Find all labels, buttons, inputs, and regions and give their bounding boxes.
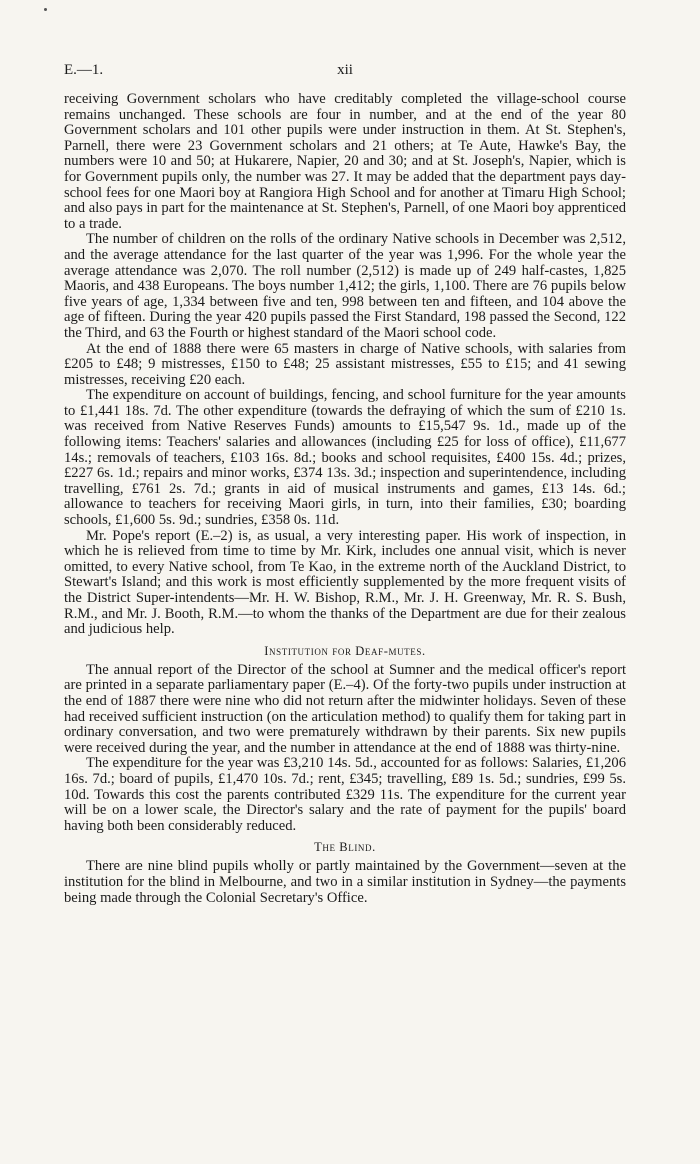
paragraph-deaf-annual-report: The annual report of the Director of the school at Sumner and the medical officer's report are printed in a separate parliamentary paper (E.–4). Of the forty-two pupils under instruction at the end of 1887 there were nine who did not return after the midwinter holidays. Seven of these had received sufficient instruction (on the articulation method) to qualify them for taking part in ordinary conversation, and two were prematurely withdrawn by their parents. Six new pupils were received during the year, and the number in attendance at the end of 1888 was thirty-nine. [64,661,626,756]
paragraph-expenditure: The expenditure on account of buildings, fencing, and school furniture for the year amounts to £1,441 18s. 7d. The other expenditure (towards the defraying of which the sum of £210 1s. was received from Native Reserves Funds) amounts to £15,547 9s. 1d., made up of the following items: Teachers' salaries and allowances (including £25 for loss of office), £11,677 14s.; removals of teachers, £103 16s. 8d.; books and school requisites, £400 15s. 4d.; prizes, £227 6s. 1d.; repairs and minor works, £374 13s. 3d.; inspection and superintendence, including travelling, £761 2s. 7d.; grants in aid of musical instruments and games, £13 14s. 6d.; allowance to teachers for receiving Maori girls, in turn, into their families, £30; boarding schools, £1,600 5s. 9d.; sundries, £358 0s. 11d. [64,387,626,529]
margin-mark [44,8,47,11]
paragraph-inspection-report: Mr. Pope's report (E.–2) is, as usual, a very interesting paper. His work of inspection, in which he is relieved from time to time by Mr. Kirk, includes one annual visit, which is never omitted, to every Native school, from Te Kao, in the extreme north of the Auckland District, to Stewart's Island; and this work is most efficiently supplemented by the more frequent visits of the District Super-intendents—Mr. H. W. Bishop, R.M., Mr. J. H. Greenway, Mr. R. S. Bush, R.M., and Mr. J. Booth, R.M.—to whom the thanks of the Department are due for their zealous and judicious help. [64,527,626,638]
paragraph-deaf-expenditure: The expenditure for the year was £3,210 14s. 5d., accounted for as follows: Salaries, £1,206 16s. 7d.; board of pupils, £1,470 10s. 7d.; rent, £345; travelling, £89 1s. 5d.; sundries, £99 5s. 10d. Towards this cost the parents contributed £329 11s. The expenditure for the current year will be on a lower scale, the Director's salary and the rate of payment for the pupils' board having both been considerably reduced. [64,755,626,834]
paragraph-blind-pupils: There are nine blind pupils wholly or partly maintained by the Government—seven at the institution for the blind in Melbourne, and two in a similar institution in Sydney—the payments being made through the Colonial Secretary's Office. [64,858,626,906]
paragraph-school-rolls: The number of children on the rolls of the ordinary Native schools in December was 2,512, and the average attendance for the last quarter of the year was 1,996. For the whole year the average attendance was 2,070. The roll number (2,512) is made up of 249 half-castes, 1,825 Maoris, and 438 Europeans. The boys number 1,412; the girls, 1,100. There are 76 pupils below five years of age, 1,334 between five and ten, 998 between ten and fifteen, and 104 above the age of fifteen. During the year 420 pupils passed the First Standard, 198 passed the Second, 122 the Third, and 63 the Fourth or highest standard of the Maori school code. [64,231,626,341]
body-text [64,92,626,906]
section-heading-deaf-mutes: Institution for Deaf-mutes. [264,643,426,658]
section-heading-blind: The Blind. [314,840,376,855]
page-number: xii [337,62,353,78]
document-reference: E.—1. [64,62,104,78]
paragraph-teachers: At the end of 1888 there were 65 masters in charge of Native schools, with salaries from £205 to £48; 9 mistresses, £150 to £48; 25 assistant mistresses, £55 to £15; and 41 sewing mistresses, receiving £20 each. [64,340,626,388]
page-header [64,62,626,92]
paragraph-government-scholars: receiving Government scholars who have creditably completed the village-school course remains unchanged. These schools are four in number, and at the end of the year 80 Government scholars and 101 other pupils were under instruction in them. At St. Stephen's, Parnell, there were 23 Government scholars and 21 others; at Te Aute, Hawke's Bay, the numbers were 10 and 50; at Hukarere, Napier, 20 and 30; and at St. Joseph's, Napier, which is for Government pupils only, the number was 27. It may be added that the department pays day-school fees for one Maori boy at Rangiora High School and for another at Timaru High School; and also pays in part for the maintenance at St. Stephen's, Parnell, of one Maori boy apprenticed to a trade. [64,91,626,232]
document-page [64,62,626,906]
